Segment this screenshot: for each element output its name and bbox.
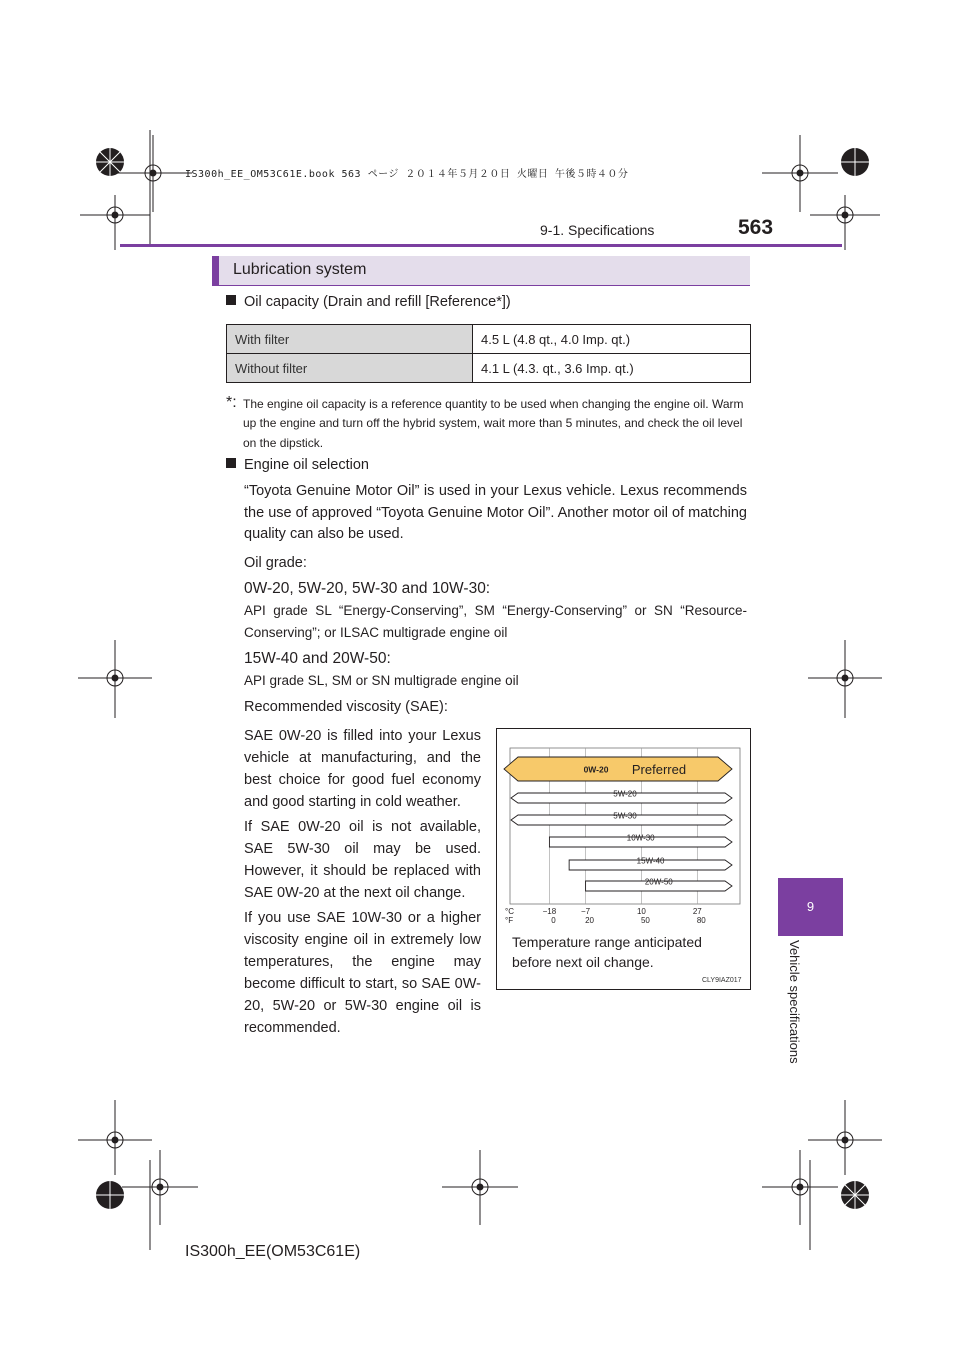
tick-label-f: 50 xyxy=(640,916,650,925)
range-label: 5W-30 xyxy=(613,811,637,821)
table-value: 4.1 L (4.3. qt., 3.6 Imp. qt.) xyxy=(473,354,751,383)
chapter-label-text: Vehicle specifications xyxy=(787,940,802,1064)
oil-grade-label: Oil grade: xyxy=(244,555,307,571)
viscosity-label: Recommended viscosity (SAE): xyxy=(244,699,448,715)
chapter-label xyxy=(784,940,804,1090)
table-label: With filter xyxy=(227,325,473,354)
print-header: IS300h_EE_OM53C61E.book 563 ページ ２０１４年５月２０日 火曜日 午後５時４０分 xyxy=(185,169,629,180)
tick-label-c: 27 xyxy=(692,907,702,916)
grade2-text: API grade SL, SM or SN multigrade engine oil xyxy=(244,673,519,688)
section-heading-text: Lubrication system xyxy=(233,261,367,278)
oil-capacity-title: Oil capacity (Drain and refill [Reference*]) xyxy=(244,294,511,310)
preferred-label: Preferred xyxy=(631,762,687,777)
tick-label-f: 20 xyxy=(585,916,595,925)
table-row xyxy=(227,354,751,383)
range-label: 0W-20 xyxy=(583,764,609,775)
viscosity-para-1: SAE 0W-20 is filled into your Lexus vehicle at manufacturing, and the best choice for good fuel economy and good starting in cold weather. xyxy=(244,728,481,810)
figure-code: CLY9IAZ017 xyxy=(702,977,742,984)
chapter-number: 9 xyxy=(806,899,815,914)
tick-label-c: −18 xyxy=(542,907,557,916)
footnote xyxy=(226,393,748,453)
chapter-tab[interactable] xyxy=(778,878,843,936)
section-title: 9-1. Specifications xyxy=(540,222,655,238)
oil-capacity-table xyxy=(226,324,751,383)
engine-oil-heading xyxy=(226,457,369,473)
table-value: 4.5 L (4.8 qt., 4.0 Imp. qt.) xyxy=(473,325,751,354)
tick-label-c: −7 xyxy=(581,907,591,916)
tick-label-f: 0 xyxy=(551,916,556,925)
tick-label-c: 10 xyxy=(636,907,646,916)
viscosity-chart xyxy=(496,728,751,928)
range-label: 10W-30 xyxy=(626,833,655,843)
footnote-text: The engine oil capacity is a reference quantity to be used when changing the engine oil. Warm up the engine and turn off the hybrid system, wait more than 5 minutes, and check the oil level on the dipstick. xyxy=(243,396,744,450)
square-bullet-icon xyxy=(226,458,236,468)
footnote-mark: *: xyxy=(226,394,237,411)
viscosity-para-2: If SAE 0W-20 oil is not available, SAE 5W-30 oil may be used. However, it should be replaced with SAE 0W-20 at the next oil change. xyxy=(244,819,481,901)
section-heading xyxy=(212,256,750,286)
grade2-title: 15W-40 and 20W-50: xyxy=(244,650,391,667)
axis-unit-f: °F xyxy=(505,916,514,925)
tick-label-f: 80 xyxy=(696,916,706,925)
range-label: 5W-20 xyxy=(613,789,637,799)
viscosity-para-3: If you use SAE 10W-30 or a higher viscosity engine oil in extremely low temperatures, the engine may become difficult to start, so SAE 0W-20, 5W-20 or 5W-30 engine oil is recommended. xyxy=(244,910,481,1036)
footer-book-id: IS300h_EE(OM53C61E) xyxy=(185,1243,361,1260)
range-label: 20W-50 xyxy=(644,877,673,887)
square-bullet-icon xyxy=(226,295,236,305)
chart-caption: Temperature range anticipated before next oil change. xyxy=(512,934,702,970)
table-row xyxy=(227,325,751,354)
page-number: 563 xyxy=(738,216,774,239)
engine-oil-intro: “Toyota Genuine Motor Oil” is used in your Lexus vehicle. Lexus recommends the use of approved “Toyota Genuine Motor Oil”. Another motor oil of matching quality can also be used. xyxy=(244,483,747,542)
axis-unit-c: °C xyxy=(505,907,514,916)
header-rule xyxy=(120,244,842,247)
oil-capacity-heading xyxy=(226,294,511,310)
range-label: 15W-40 xyxy=(636,856,665,866)
grade1-title: 0W-20, 5W-20, 5W-30 and 10W-30: xyxy=(244,580,491,597)
table-label: Without filter xyxy=(227,354,473,383)
grade1-text: API grade SL “Energy-Conserving”, SM “Energy-Conserving” or SN “Resource-Conserving”; or ILSAC multigrade engine oil xyxy=(244,603,747,640)
range-bar xyxy=(504,757,732,781)
engine-oil-title: Engine oil selection xyxy=(244,457,369,473)
